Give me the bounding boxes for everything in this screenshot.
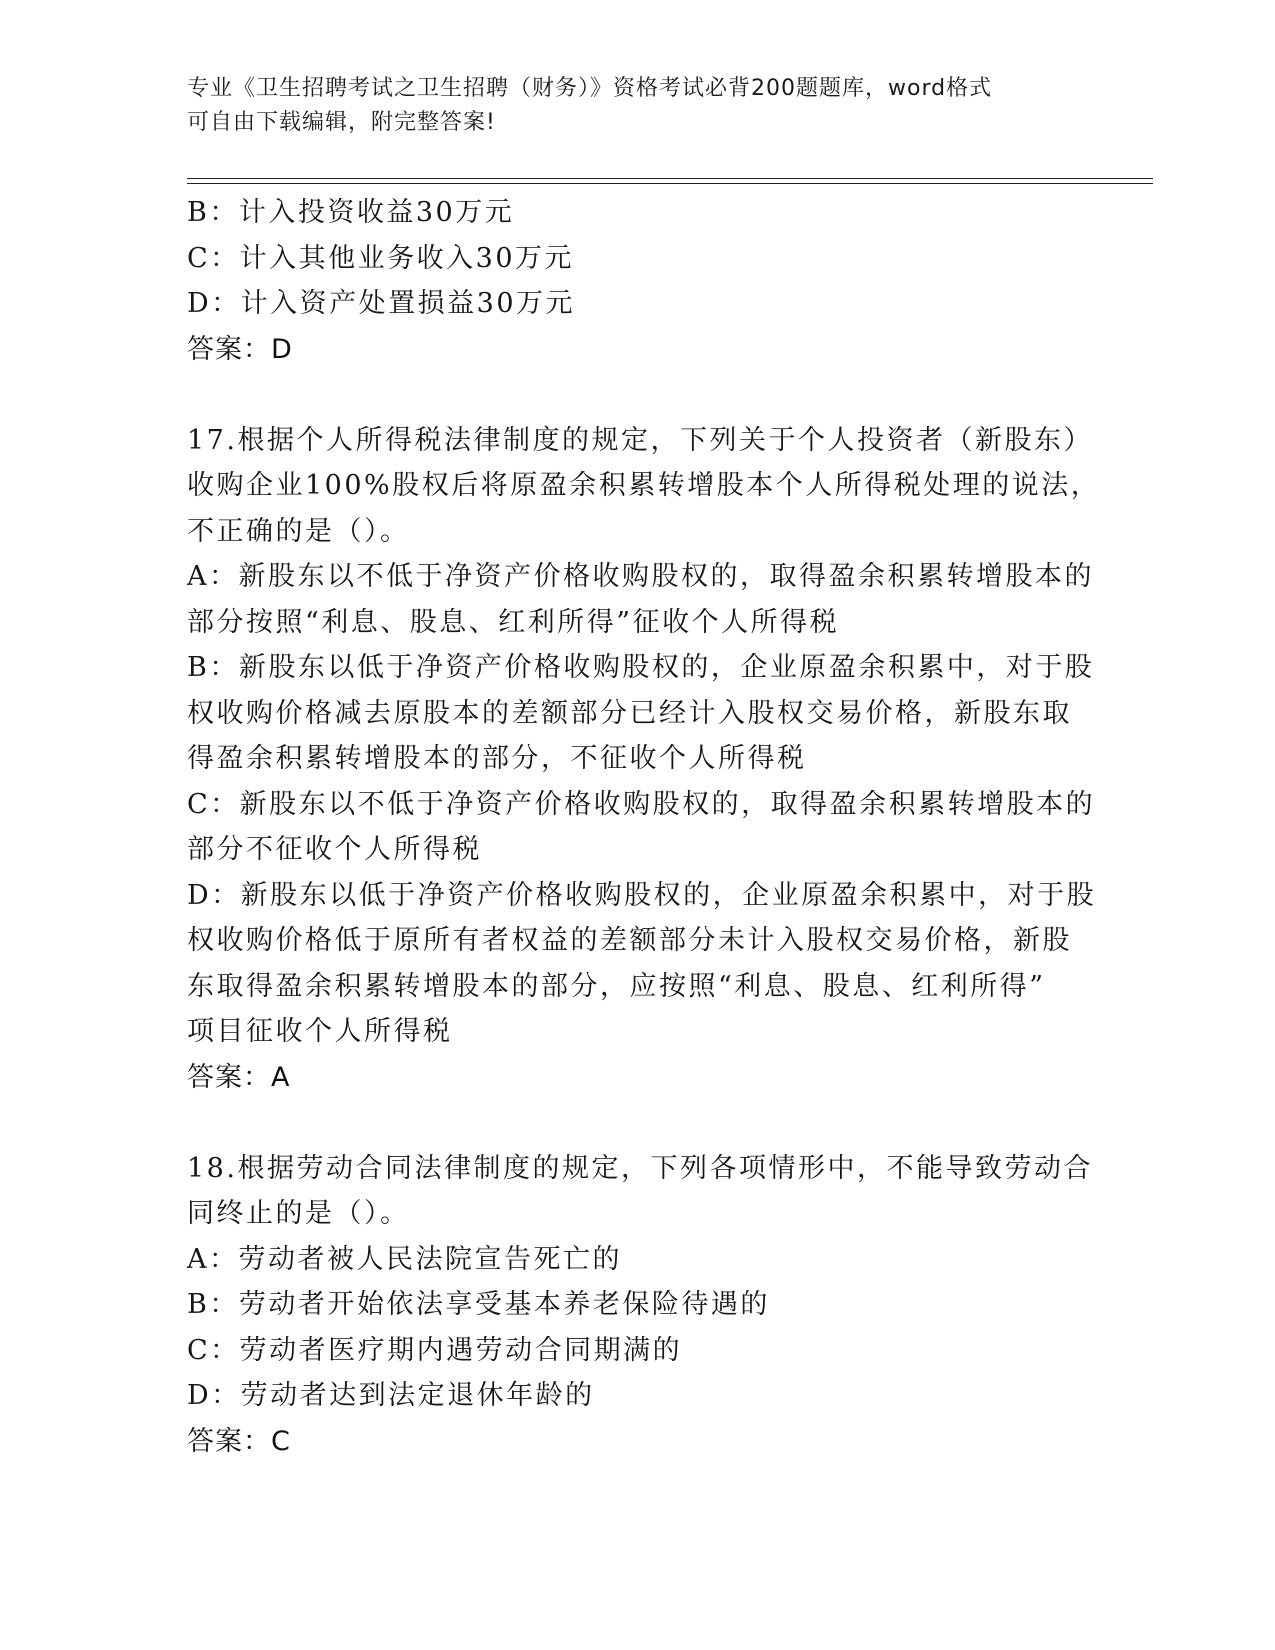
q17-option-a: 部分按照“利息、股息、红利所得”征收个人所得税	[187, 606, 840, 638]
question-spacer	[187, 372, 1087, 418]
q17-option-d: 权收购价格低于原所有者权益的差额部分未计入股权交易价格，新股	[187, 925, 1072, 956]
q18-answer: 答案：C	[187, 1425, 291, 1457]
q18-option-c: C：劳动者医疗期内遇劳动合同期满的	[187, 1334, 683, 1366]
q18-stem-line: 18.根据劳动合同法律制度的规定，下列各项情形中，不能导致劳动合	[187, 1152, 1093, 1184]
document-header	[187, 72, 1087, 140]
header-line-1: 专业《卫生招聘考试之卫生招聘（财务）》资格考试必背200题题库，word格式	[187, 76, 993, 101]
q17-option-b: B：新股东以低于净资产价格收购股权的，企业原盈余积累中，对于股	[187, 652, 1095, 683]
q18-option-d: D：劳动者达到法定退休年龄的	[187, 1380, 595, 1411]
q17-option-a: A：新股东以不低于净资产价格收购股权的，取得盈余积累转增股本的	[187, 561, 1094, 592]
q17-stem-line: 收购企业100%股权后将原盈余积累转增股本个人所得税处理的说法，	[187, 470, 1101, 501]
q17-option-c: C：新股东以不低于净资产价格收购股权的，取得盈余积累转增股本的	[187, 788, 1096, 820]
q18-option-b: B：劳动者开始依法享受基本养老保险待遇的	[187, 1289, 770, 1320]
question-16	[187, 190, 1087, 372]
q17-stem-line: 17.根据个人所得税法律制度的规定，下列关于个人投资者（新股东）	[187, 424, 1093, 456]
question-spacer	[187, 1100, 1087, 1146]
question-18	[187, 1146, 1093, 1465]
q16-option-d: D：计入资产处置损益30万元	[187, 288, 576, 319]
q17-option-d: D：新股东以低于净资产价格收购股权的，企业原盈余积累中，对于股	[187, 879, 1097, 911]
header-divider-bottom	[187, 183, 1153, 184]
q17-option-d: 东取得盈余积累转增股本的部分，应按照“利息、股息、红利所得”	[187, 970, 1046, 1002]
document-body	[187, 190, 1101, 1464]
q16-option-c: C：计入其他业务收入30万元	[187, 242, 575, 274]
q17-answer: 答案：A	[187, 1061, 291, 1093]
q18-option-a: A：劳动者被人民法院宣告死亡的	[187, 1243, 622, 1275]
q16-option-b: B：计入投资收益30万元	[187, 197, 515, 228]
q17-option-b: 权收购价格减去原股本的差额部分已经计入股权交易价格，新股东取	[187, 697, 1072, 729]
q16-answer: 答案：D	[187, 333, 293, 365]
q17-option-b: 得盈余积累转增股本的部分，不征收个人所得税	[187, 743, 807, 774]
header-divider-top	[187, 178, 1153, 179]
q18-stem-line: 同终止的是（）。	[187, 1198, 410, 1229]
header-line-2: 可自由下载编辑，附完整答案!	[187, 110, 496, 135]
q17-stem-line: 不正确的是（）。	[187, 515, 410, 547]
q17-option-d: 项目征收个人所得税	[187, 1016, 453, 1047]
q17-option-c: 部分不征收个人所得税	[187, 834, 482, 865]
question-17	[187, 418, 1101, 1101]
